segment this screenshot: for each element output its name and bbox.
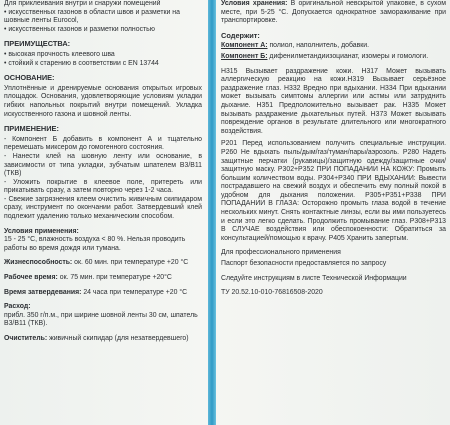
cleaner-text: живичный скипидар (для незатвердевшего) [49,335,189,342]
component-a [221,42,446,51]
consumption-text: прибл. 350 г/п.м., при ширине шовной ленты 30 см, шпатель В3/В11 (ТКВ). [4,311,198,328]
component-a-label: Компонент А: [221,42,268,50]
advantages-title: ПРЕИМУЩЕСТВА: [4,39,71,49]
passport-text: Паспорт безопасности предоставляется по запросу [221,260,387,268]
follow-instructions-text: Следуйте инструкциям в листе Технической Информации [221,274,407,282]
open-time-label: Рабочее время: [4,274,58,282]
storage-label: Условия хранения: [221,0,288,7]
component-b-label: Компонент Б: [221,52,268,60]
hazard-statements: Н315 Вызывает раздражение кожи. Н317 Может вызывать аллергическую реакцию на кожи.Н319 Вызывает серьёзное раздражение глаз. Н332 Вредно при вдыхании. Н334 При вдыхании может вызывать симптомы аллергии или астмы или затруднить дыхание. Н351 Предположительно вызывает рак. Н335 Может вызывать раздражение дыхательных путей. Н373 Может вызывать повреждение органов в результате длительного или многократного воздействия. [221,67,446,135]
cure-text: 24 часа при температуре +20 °С [83,288,188,296]
storage-text: В оригинальной невскрытой упаковке, в сухом месте, при 5-25 °С. Допускается однократное замораживание при транспортировке. [221,0,446,25]
conditions-block [4,228,202,254]
component-a-text: полиол, наполнитель, добавки. [269,42,370,50]
advantages-text: • высокая прочность клеевого шва • стойкий к старению в соответствии с EN 13744 [4,50,159,67]
consumption-block [4,303,202,329]
open-time-text: ок. 75 мин. при температуре +20°С [59,274,172,282]
precautionary-statements: Р201 Перед использованием получить специальные инструкции. Р260 Не вдыхать пыль/дым/газ/туман/пары/аэрозоль. Р280 Надеть защитные перчатки (рукавицы)/защитную одежду/защитные очки/защитную маску. Р302+Р352 ПРИ ПОПАДАНИИ НА КОЖУ: Промыть большим количеством воды. Р304+Р340 ПРИ ВДЫХАНИИ: Вывести пострадавшего на свежий воздух и обеспечить ему полный покой в удобном для дыхания положении. Р305+Р351+Р338 ПРИ ПОПАДАНИИ В ГЛАЗА: Осторожно промыть глаза водой в течение нескольких минут. Снять контактные линзы, если вы ими пользуетесь и если это легко сделать. Продолжить промывание глаз. Р308+Р313 В СЛУЧАЕ воздействия или обеспокоенности: Обратиться за консультацией/помощью к врачу. Р405 Хранить запертым. [221,140,446,242]
right-column [221,0,446,300]
intro-text: Для приклеивания внутри и снаружи помещений • искусственных газонов в области швов и разметки на шовные ленты Eurocol, • искусственных газонов и разметки полностью [4,0,180,33]
blue-divider-stripe [208,0,216,425]
storage-block [221,0,446,26]
consumption-label: Расход: [4,303,31,311]
content-title: Содержит: [221,30,260,40]
component-b-text: дифенилметандиизоцианат, изомеры и гомологи. [269,52,429,60]
tu-number: ТУ 20.52.10-010-76816508-2020 [221,289,323,297]
conditions-text: 15 - 25 °С, влажность воздуха < 80 %. Нельзя проводить работы во время дождя или тумана. [4,236,186,252]
pot-life-text: ок. 60 мин. при температуре +20 °С [74,259,189,267]
base-text: Уплотнённые и дренируемые основания открытых игровых площадок. Основания, удовлетворяющие условиям укладки гибких напольных покрытий внутри помещений. Укладка искусственного газона и шовной ленты. [4,84,202,118]
cure-label: Время затвердевания: [4,288,82,296]
cure-block [4,289,202,298]
usage-text: - Компонент Б добавить в компонент А и тщательно перемешать миксером до гомогенного состояния. - Нанести клей на шовную ленту или основание, в зависимости от типа укладки, зубчатым шпателем В3/В11 (ТКВ) - Уложить покрытие в клеевое поле, притереть или прикатывать сразу, а затем повторно через 1-2 часа. - Свежие загрязнения клеем очистить живичным скипидаром сразу, инструмент по окончании работ. Затвердевший клей подлежит удалению только механическим способом. [4,135,202,221]
cleaner-label: Очиститель: [4,335,48,342]
base-title: ОСНОВАНИЕ: [4,73,55,83]
component-b [221,53,446,62]
pot-life-label: Жизнеспособность: [4,259,73,267]
cleaner-block [4,335,202,344]
pot-life-block [4,259,202,268]
pro-use-text: Для профессионального применения [221,249,341,257]
conditions-label: Условия применения: [4,227,79,235]
left-column [4,0,202,344]
open-time-block [4,274,202,283]
usage-title: ПРИМЕНЕНИЕ: [4,124,59,134]
